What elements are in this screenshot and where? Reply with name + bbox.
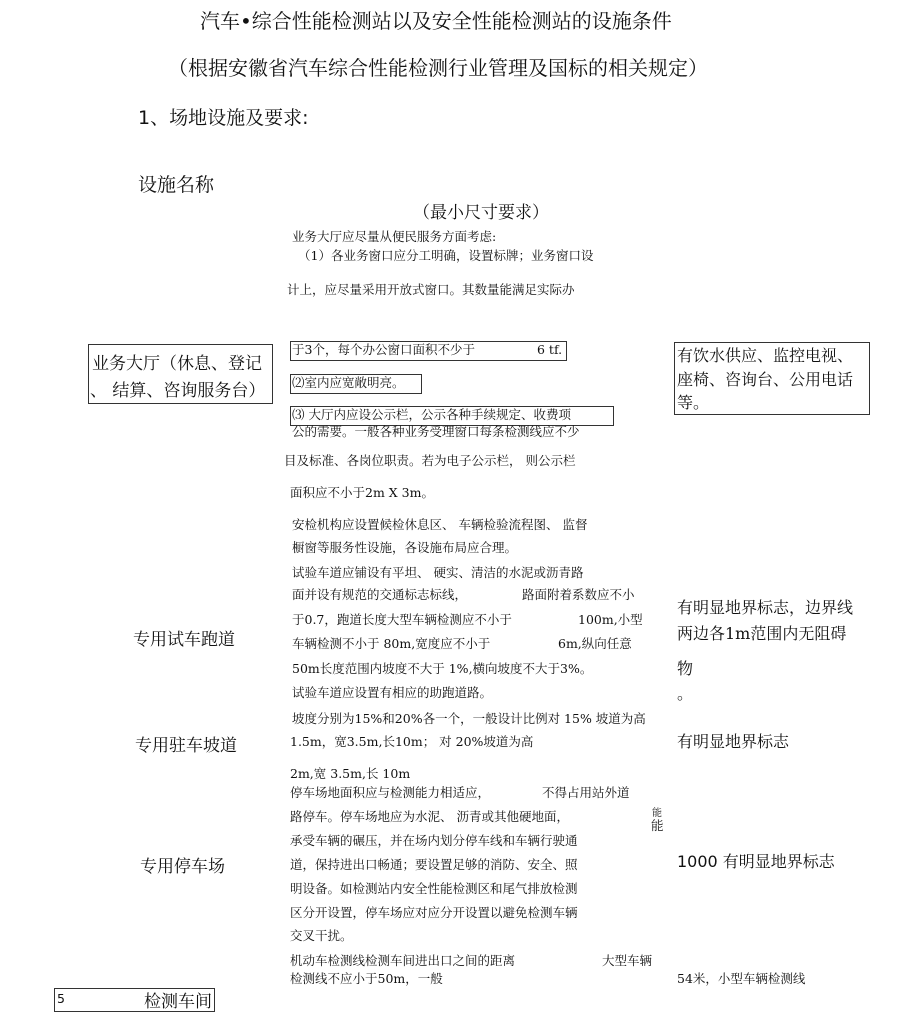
track-line-4a: 车辆检测不小于 80m,宽度应不小于 bbox=[292, 636, 491, 651]
track-line-5: 50m长度范围内坡度不大于 1%,横向坡度不大于3%。 bbox=[292, 661, 593, 676]
track-line-3a: 于0.7，跑道长度大型车辆检测应不小于 bbox=[292, 612, 512, 627]
workshop-right: 54米，小型车辆检测线 bbox=[677, 971, 806, 986]
parking-line-1: 停车场地面积应与检测能力相适应， bbox=[290, 785, 491, 800]
track-line-4b: 6m,纵向任意 bbox=[558, 636, 632, 651]
hall-right-2: 座椅、咨询台、公用电话 bbox=[677, 370, 854, 389]
security-text-2: 橱窗等服务性设施，各设施布局应合理。 bbox=[292, 540, 518, 555]
section-heading: 1、场地设施及要求: bbox=[138, 107, 309, 129]
hall-window-value: 6 tf. bbox=[537, 342, 563, 357]
parking-line-4: 道，保持进出口畅通；要设置足够的消防、安全、照 bbox=[290, 857, 578, 872]
hall-intro-2: （1）各业务窗口应分工明确，设置标牌；业务窗口设 bbox=[298, 248, 594, 263]
parking-side-small: 能 bbox=[652, 808, 662, 819]
parking-name: 专用停车场 bbox=[140, 857, 225, 877]
track-line-2b: 路面附着系数应不小 bbox=[522, 587, 635, 602]
hall-name-1: 业务大厅（休息、登记 bbox=[92, 354, 262, 374]
security-text-1: 安检机构应设置候检休息区、 车辆检验流程图、 监督 bbox=[292, 517, 588, 532]
parking-line-6: 区分开设置，停车场应对应分开设置以避免检测车辆 bbox=[290, 905, 578, 920]
hall-notice-text: ⑶ 大厅内应设公示栏，公示各种手续规定、收费项 bbox=[292, 407, 571, 422]
track-name: 专用试车跑道 bbox=[133, 630, 235, 650]
track-line-3b: 100m,小型 bbox=[578, 612, 643, 627]
hall-rest-3: 面积应不小于2m X 3m。 bbox=[290, 485, 434, 500]
page-title: 汽车•综合性能检测站以及安全性能检测站的设施条件 bbox=[200, 9, 672, 33]
hall-right-1: 有饮水供应、监控电视、 bbox=[677, 346, 854, 365]
track-right-3: 物 bbox=[677, 659, 694, 678]
workshop-name: 检测车间 bbox=[144, 992, 212, 1012]
slope-line-3: 2m,宽 3.5m,长 10m bbox=[290, 766, 411, 781]
parking-line-7: 交叉干扰。 bbox=[290, 928, 353, 943]
page-subtitle: （根据安徽省汽车综合性能检测行业管理及国标的相关规定） bbox=[168, 56, 708, 80]
slope-right: 有明显地界标志 bbox=[677, 732, 790, 751]
parking-right: 1000 有明显地界标志 bbox=[677, 852, 835, 871]
workshop-line-1a: 机动车检测线检测车间进出口之间的距离 bbox=[290, 953, 516, 968]
hall-window-text: 于3个，每个办公窗口面积不少于 bbox=[292, 342, 475, 357]
hall-intro-3: 计上，应尽量采用开放式窗口。其数量能满足实际办 bbox=[287, 282, 575, 297]
track-line-2a: 面并设有规范的交通标志标线， bbox=[292, 587, 468, 602]
parking-line-1-tail: 不得占用站外道 bbox=[542, 785, 630, 800]
column-header-facility: 设施名称 bbox=[138, 174, 215, 196]
track-right-4: 。 bbox=[677, 684, 694, 703]
workshop-line-2: 检测线不应小于50m，一般 bbox=[290, 971, 443, 986]
parking-line-2: 路停车。停车场地应为水泥、 沥青或其他硬地面， bbox=[290, 809, 569, 824]
parking-line-3: 承受车辆的碾压，并在场内划分停车线和车辆行驶通 bbox=[290, 833, 578, 848]
workshop-line-1b: 大型车辆 bbox=[602, 953, 653, 968]
hall-name-2: 、 结算、咨询服务台） bbox=[90, 381, 266, 401]
hall-rest-1: 公的需要。一般各种业务受理窗口每条检测线应不少 bbox=[292, 424, 580, 439]
track-line-6: 试验车道应设置有相应的助跑道路。 bbox=[292, 685, 493, 700]
track-right-2: 两边各1m范围内无阻碍 bbox=[677, 624, 847, 643]
min-size-header: （最小尺寸要求） bbox=[413, 203, 549, 223]
hall-intro-1: 业务大厅应尽量从便民服务方面考虑: bbox=[292, 229, 497, 244]
slope-line-2: 1.5m，宽3.5m,长10m； 对 20%坡道为高 bbox=[290, 734, 534, 749]
slope-line-1: 坡度分别为15%和20%各一个，一般设计比例对 15% 坡道为高 bbox=[292, 711, 646, 726]
hall-bright-text: ⑵室内应宽敞明亮。 bbox=[292, 375, 405, 390]
workshop-number: 5 bbox=[57, 991, 65, 1006]
parking-side: 能 bbox=[651, 818, 664, 833]
hall-right-3: 等。 bbox=[677, 393, 710, 412]
track-line-1: 试验车道应铺设有平坦、 硬实、清洁的水泥或沥青路 bbox=[292, 565, 584, 580]
track-right-1: 有明显地界标志，边界线 bbox=[677, 598, 854, 617]
hall-rest-2: 目及标准、各岗位职责。若为电子公示栏， 则公示栏 bbox=[284, 453, 576, 468]
slope-name: 专用驻车坡道 bbox=[135, 736, 237, 756]
parking-line-5: 明设备。如检测站内安全性能检测区和尾气排放检测 bbox=[290, 881, 578, 896]
